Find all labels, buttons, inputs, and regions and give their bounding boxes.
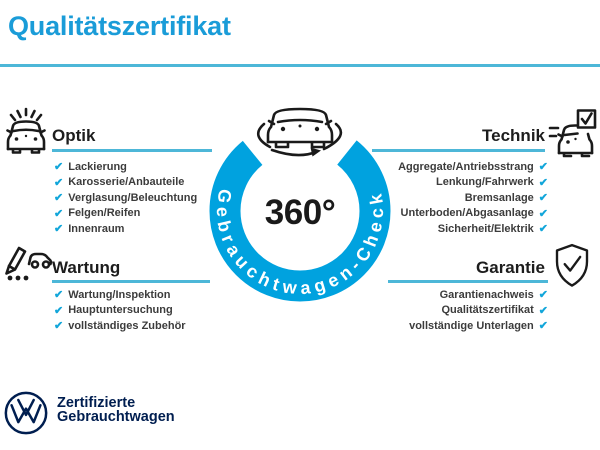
check-item-label: Felgen/Reifen bbox=[68, 207, 141, 220]
check-item bbox=[54, 206, 197, 222]
check-item bbox=[54, 287, 186, 303]
check-item bbox=[54, 318, 186, 334]
check-item-label: Bremsanlage bbox=[464, 191, 534, 204]
service-checklist-icon bbox=[2, 239, 54, 287]
check-item-label: vollständige Unterlagen bbox=[409, 319, 534, 332]
garantie-underline bbox=[388, 280, 548, 283]
page-title: Qualitätszertifikat bbox=[8, 11, 231, 41]
check-icon: ✔ bbox=[54, 176, 64, 189]
check-item-label: Hauptuntersuchung bbox=[68, 304, 173, 317]
check-icon: ✔ bbox=[54, 289, 64, 302]
check-icon: ✔ bbox=[538, 176, 548, 189]
technik-underline bbox=[372, 149, 545, 152]
ring-label: Gebrauchtwagen-Check bbox=[212, 187, 388, 299]
brand-line1: Zertifizierte bbox=[57, 395, 136, 411]
check-icon: ✔ bbox=[54, 207, 64, 220]
check-icon: ✔ bbox=[54, 223, 64, 236]
check-item bbox=[298, 287, 548, 303]
shield-check-icon bbox=[552, 241, 592, 291]
garantie-check-list bbox=[298, 287, 548, 334]
badge-360-value: 360° bbox=[264, 193, 336, 232]
check-icon: ✔ bbox=[538, 207, 548, 220]
check-item-label: Qualitätszertifikat bbox=[441, 304, 534, 317]
check-item-label: Garantienachweis bbox=[439, 288, 534, 301]
wartung-check-list bbox=[54, 287, 186, 334]
optik-check-list bbox=[54, 159, 197, 237]
check-icon: ✔ bbox=[54, 304, 64, 317]
check-item bbox=[298, 303, 548, 319]
technik-check-list bbox=[298, 159, 548, 237]
check-icon: ✔ bbox=[538, 304, 548, 317]
section-title-optik: Optik bbox=[52, 126, 96, 145]
check-icon: ✔ bbox=[538, 223, 548, 236]
section-title-garantie: Garantie bbox=[476, 258, 545, 277]
car-checkbox-icon bbox=[548, 108, 598, 160]
brand-line2: Gebrauchtwagen bbox=[57, 408, 175, 425]
check-item bbox=[298, 190, 548, 206]
check-icon: ✔ bbox=[54, 320, 64, 333]
check-item bbox=[54, 159, 197, 175]
check-icon: ✔ bbox=[538, 289, 548, 302]
check-item-label: Innenraum bbox=[68, 222, 125, 235]
optik-underline bbox=[52, 149, 212, 152]
check-icon: ✔ bbox=[538, 192, 548, 205]
check-icon: ✔ bbox=[54, 192, 64, 205]
check-item-label: Lenkung/Fahrwerk bbox=[435, 176, 534, 189]
check-item-label: Sicherheit/Elektrik bbox=[437, 222, 534, 235]
check-item-label: Lackierung bbox=[68, 160, 127, 173]
check-item bbox=[298, 175, 548, 191]
check-item-label: vollständiges Zubehör bbox=[68, 319, 186, 332]
title-divider bbox=[0, 64, 600, 67]
car-shine-icon bbox=[3, 106, 49, 158]
car-rotation-icon bbox=[258, 109, 341, 157]
check-icon: ✔ bbox=[538, 161, 548, 174]
check-item-label: Wartung/Inspektion bbox=[68, 288, 171, 301]
brand-text bbox=[57, 397, 175, 424]
check-item bbox=[298, 206, 548, 222]
check-icon: ✔ bbox=[54, 161, 64, 174]
check-item-label: Unterboden/Abgasanlage bbox=[400, 207, 534, 220]
check-item bbox=[298, 159, 548, 175]
check-item bbox=[54, 190, 197, 206]
vw-logo bbox=[2, 389, 50, 437]
check-item-label: Karosserie/Anbauteile bbox=[68, 176, 185, 189]
check-item bbox=[54, 221, 197, 237]
section-title-wartung: Wartung bbox=[52, 258, 121, 277]
check-item bbox=[298, 318, 548, 334]
wartung-underline bbox=[52, 280, 210, 283]
check-item bbox=[54, 175, 197, 191]
check-icon: ✔ bbox=[538, 320, 548, 333]
check-item bbox=[298, 221, 548, 237]
check-item-label: Verglasung/Beleuchtung bbox=[68, 191, 198, 204]
check-item-label: Aggregate/Antriebsstrang bbox=[398, 160, 534, 173]
section-title-technik: Technik bbox=[482, 126, 545, 145]
check-item bbox=[54, 303, 186, 319]
